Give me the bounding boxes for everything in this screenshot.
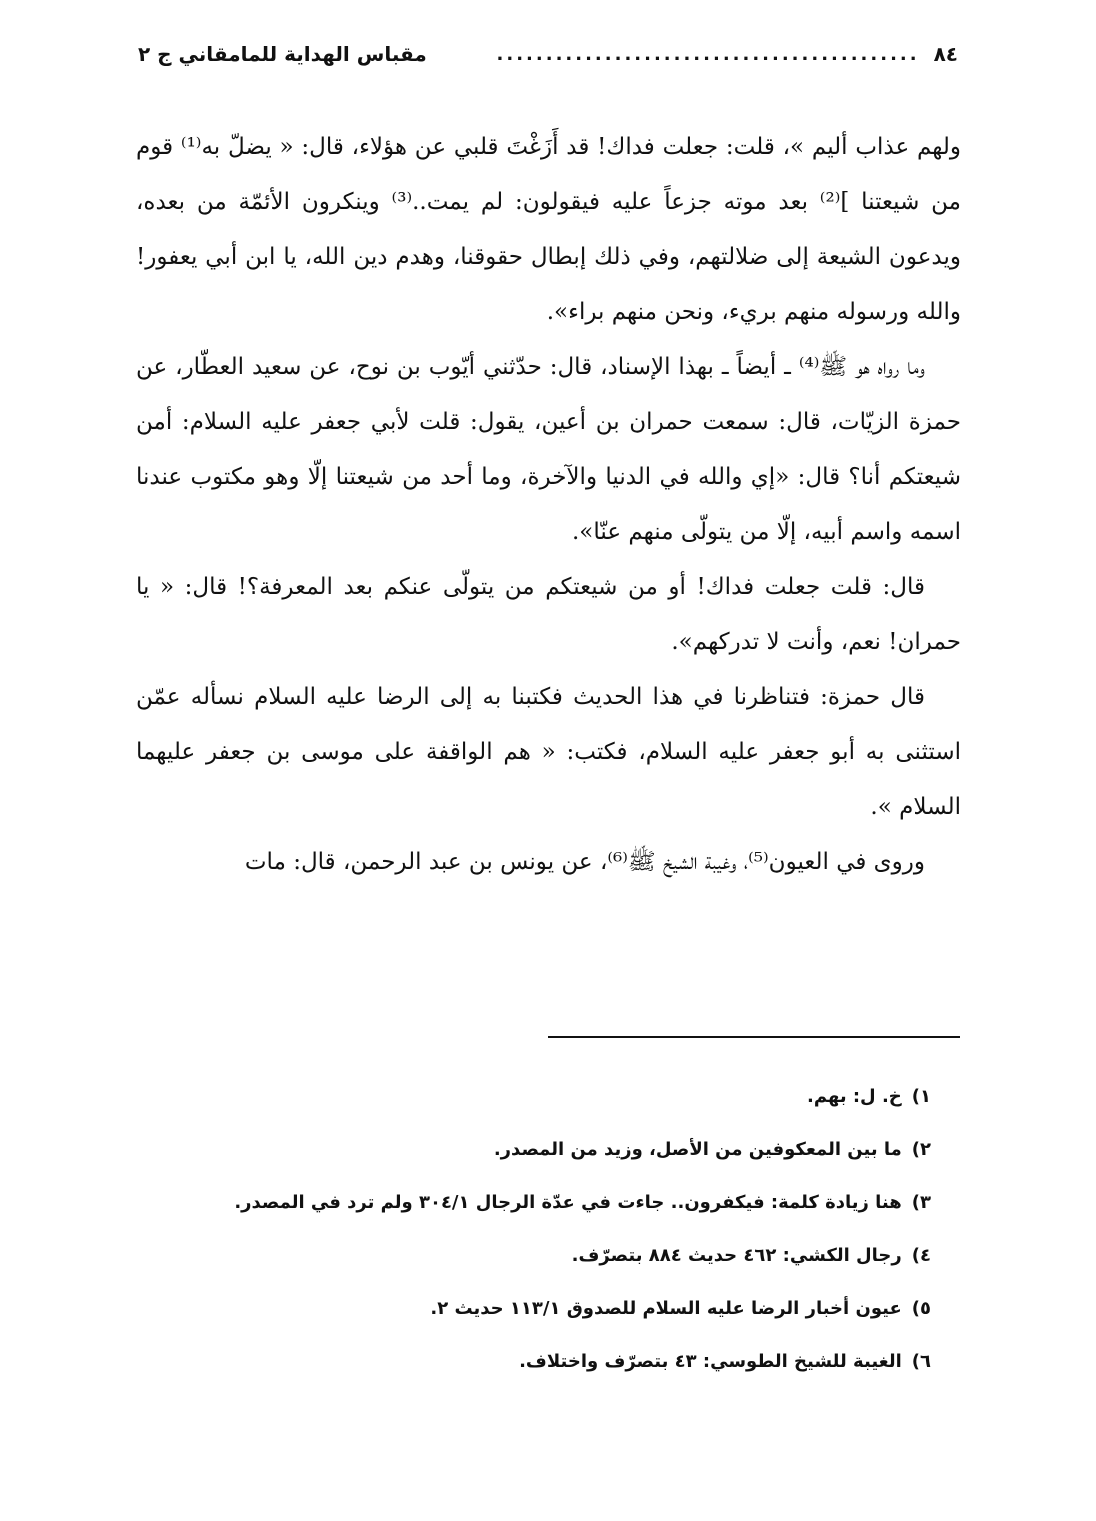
footnote-number: ٥) xyxy=(911,1298,931,1319)
footnote-number: ٢) xyxy=(911,1139,931,1160)
paragraph-1: ولهم عذاب أليم »، قلت: جعلت فداك! قد أَزَغْتَ قلبي عن هؤلاء، قال: « يضلّ به⁽¹⁾ قوم من شيعتنا ]⁽²⁾ بعد موته جزعاً عليه فيقولون: لم يمت..⁽³⁾ وينكرون الأئمّة من بعده، ويدعون الشيعة إلى ضلالتهم، وفي ذلك إبطال حقوقنا، وهدم دين الله، يا ابن أبي يعفور! والله ورسوله منهم بريء، ونحن منهم براء». xyxy=(136,134,961,325)
main-text xyxy=(136,120,961,890)
footnote-number: ٦) xyxy=(911,1351,931,1372)
footnote-1 xyxy=(136,1070,961,1123)
header-leader-dots: ........................................... xyxy=(496,43,920,65)
footnote-text: ما بين المعكوفين من الأصل، وزيد من المصدر. xyxy=(493,1139,902,1160)
book-title: مقباس الهداية للمامقاني ج ٢ xyxy=(138,42,427,66)
footnote-text: خ. ل: بهم. xyxy=(807,1086,902,1107)
footnote-2 xyxy=(136,1123,961,1176)
paragraph-5: وروى في العيون⁽⁵⁾، وغيبة الشيخ ﷺ⁽⁶⁾، عن يونس بن عبد الرحمن، قال: مات xyxy=(244,849,925,875)
page-number: ٨٤ xyxy=(933,42,958,66)
footnote-4 xyxy=(136,1229,961,1282)
footnote-number: ٣) xyxy=(911,1192,931,1213)
footnote-number: ١) xyxy=(911,1086,931,1107)
footnotes-list xyxy=(136,1070,961,1388)
footnote-text: هنا زيادة كلمة: فيكفرون.. جاءت في عدّة الرجال ٣٠٤/١ ولم ترد في المصدر. xyxy=(234,1192,902,1213)
footnote-3 xyxy=(136,1176,961,1229)
paragraph-2: وما رواه هو ﷺ⁽⁴⁾ ـ أيضاً ـ بهذا الإسناد، قال: حدّثني أيّوب بن نوح، عن سعيد العطّار، عن حمزة الزيّات، قال: سمعت حمران بن أعين، يقول: قلت لأبي جعفر عليه السلام: أمن شيعتكم أنا؟ قال: «إي والله في الدنيا والآخرة، وما أحد من شيعتنا إلّا وهو مكتوب عندنا اسمه واسم أبيه، إلّا من يتولّى منهم عنّا». xyxy=(136,354,961,545)
footnote-6 xyxy=(136,1335,961,1388)
footnote-text: عيون أخبار الرضا عليه السلام للصدوق ١١٣/١ حديث ٢. xyxy=(430,1298,902,1319)
footnote-text: الغيبة للشيخ الطوسي: ٤٣ بتصرّف واختلاف. xyxy=(519,1351,902,1372)
paragraph-4: قال حمزة: فتناظرنا في هذا الحديث فكتبنا به إلى الرضا عليه السلام نسأله عمّن استثنى به أبو جعفر عليه السلام، فكتب: « هم الواقفة على موسى بن جعفر عليهما السلام ». xyxy=(136,684,961,820)
footnote-5 xyxy=(136,1282,961,1335)
footnote-separator xyxy=(548,1036,960,1038)
paragraph-3: قال: قلت جعلت فداك! أو من شيعتكم من يتولّى عنكم بعد المعرفة؟! قال: « يا حمران! نعم، وأنت لا تدركهم». xyxy=(136,574,961,655)
footnote-number: ٤) xyxy=(911,1245,931,1266)
footnote-text: رجال الكشي: ٤٦٢ حديث ٨٨٤ بتصرّف. xyxy=(571,1245,902,1266)
running-header xyxy=(138,34,958,74)
